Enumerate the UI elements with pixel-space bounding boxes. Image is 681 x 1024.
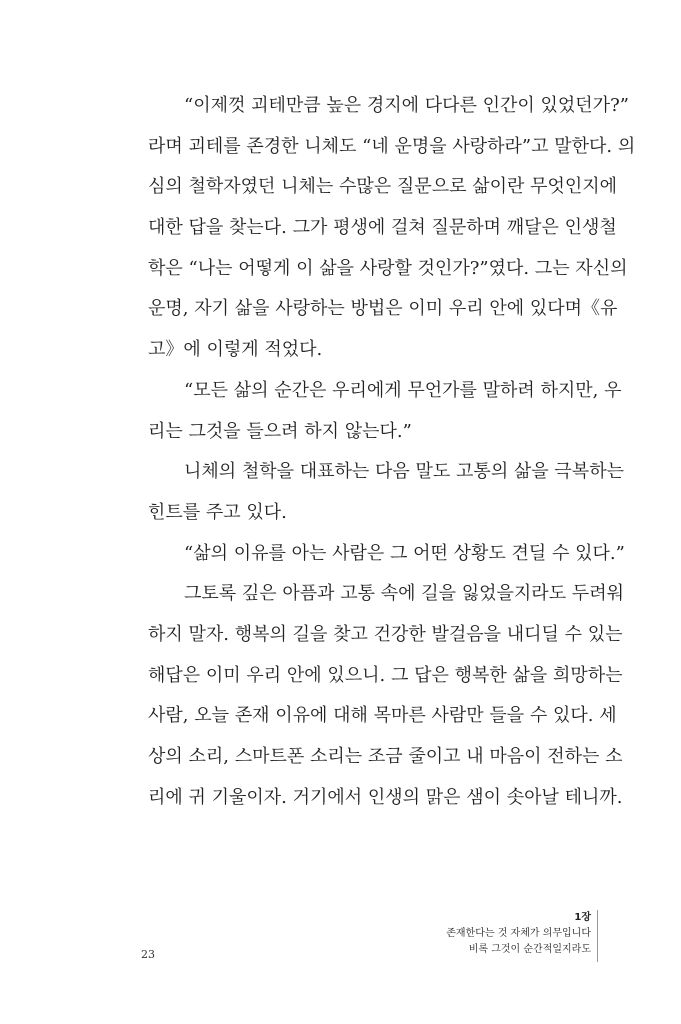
text-line: 니체의 철학을 대표하는 다음 말도 고통의 삶을 극복하는: [184, 461, 624, 483]
chapter-label: 1장: [574, 912, 591, 923]
text-line: 힌트를 주고 있다.: [148, 501, 287, 523]
text-line: 고》에 이렇게 적었다.: [148, 339, 323, 361]
text-line: “모든 삶의 순간은 우리에게 무언가를 말하려 하지만, 우: [184, 379, 622, 401]
text-line: 그토록 깊은 아픔과 고통 속에 길을 잃었을지라도 두려워: [184, 583, 624, 605]
text-line: “삶의 이유를 아는 사람은 그 어떤 상황도 견딜 수 있다.”: [184, 542, 625, 564]
text-line: 운명, 자기 삶을 사랑하는 방법은 이미 우리 안에 있다며《유: [148, 298, 618, 320]
text-line: 라며 괴테를 존경한 니체도 “네 운명을 사랑하라”고 말한다. 의: [148, 135, 636, 157]
text-line: 사람, 오늘 존재 이유에 대해 목마른 사람만 들을 수 있다. 세: [148, 705, 617, 727]
running-footer: [446, 910, 591, 958]
text-line: 하지 말자. 행복의 길을 찾고 건강한 발걸음을 내디딜 수 있는: [148, 623, 623, 645]
body-text: [148, 86, 636, 818]
chapter-title-line-2: 비록 그것이 순간적일지라도: [468, 944, 591, 955]
page-number: 23: [141, 948, 155, 961]
text-line: 리에 귀 기울이자. 거기에서 인생의 맑은 샘이 솟아날 테니까.: [148, 786, 623, 808]
text-line: 상의 소리, 스마트폰 소리는 조금 줄이고 내 마음이 전하는 소: [148, 746, 623, 767]
footer-divider: [597, 910, 598, 962]
text-line: 대한 답을 찾는다. 그가 평생에 걸쳐 질문하며 깨달은 인생철: [148, 217, 617, 239]
text-line: 학은 “나는 어떻게 이 삶을 사랑할 것인가?”였다. 그는 자신의: [148, 257, 628, 279]
text-line: “이제껏 괴테만큼 높은 경지에 다다른 인간이 있었던가?”: [184, 95, 629, 116]
text-line: 해답은 이미 우리 안에 있으니. 그 답은 행복한 삶을 희망하는: [148, 664, 623, 686]
text-line: 심의 철학자였던 니체는 수많은 질문으로 삶이란 무엇인지에: [148, 176, 618, 198]
text-line: 리는 그것을 들으려 하지 않는다.”: [148, 420, 412, 442]
chapter-title-line-1: 존재한다는 것 자체가 의무입니다: [446, 928, 591, 939]
